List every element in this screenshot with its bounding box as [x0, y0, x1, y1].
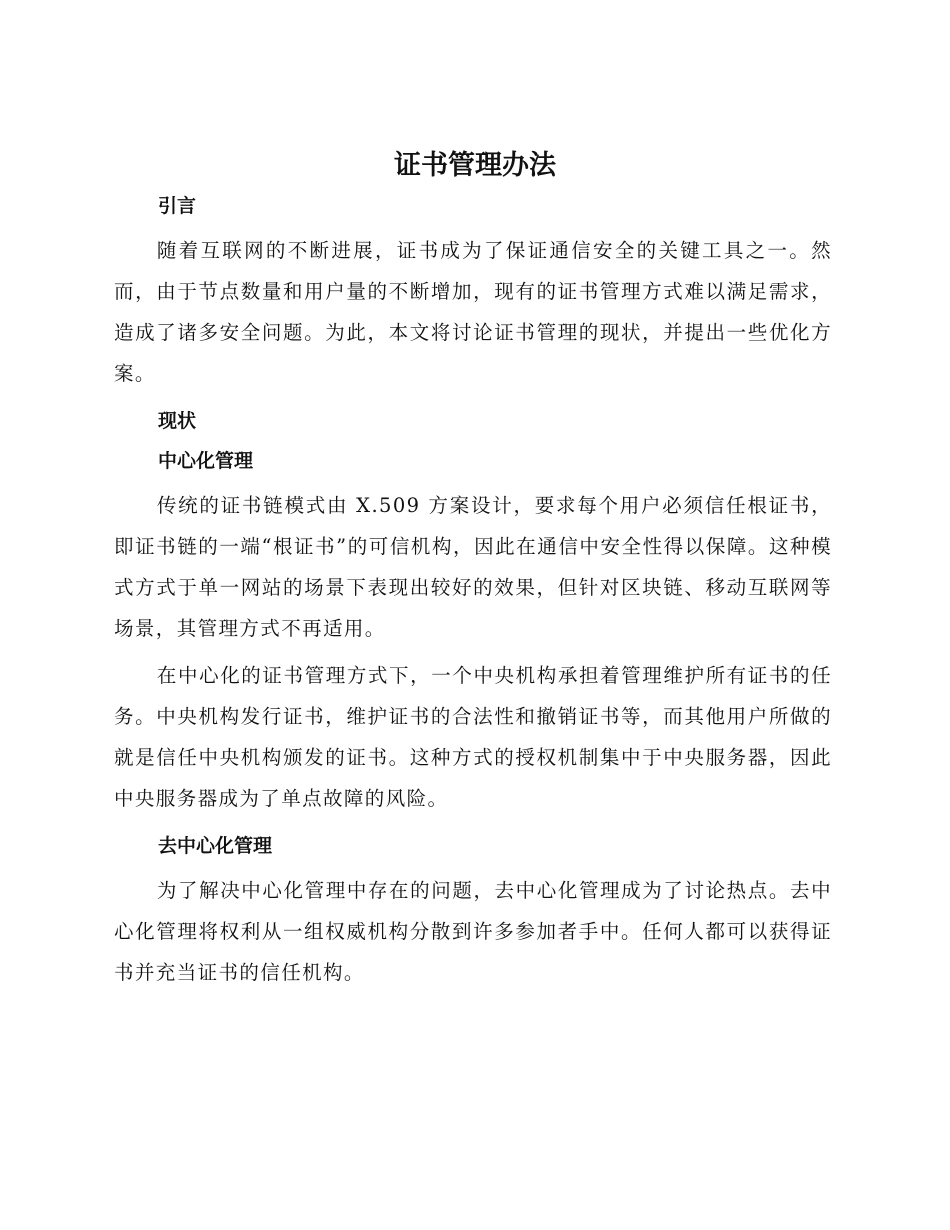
- paragraph-decentral: 为了解决中心化管理中存在的问题，去中心化管理成为了讨论热点。去中心化管理将权利从一组权威机构分散到许多参加者手中。任何人都可以获得证书并充当证书的信任机构。: [114, 879, 832, 984]
- paragraph-central-2: 在中心化的证书管理方式下，一个中央机构承担着管理维护所有证书的任务。中央机构发行证书，维护证书的合法性和撤销证书等，而其他用户所做的就是信任中央机构颁发的证书。这种方式的授权机制集中于中央服务器，因此中央服务器成为了单点故障的风险。: [114, 664, 832, 810]
- document-body: [114, 186, 832, 993]
- paragraph-intro: 随着互联网的不断进展，证书成为了保证通信安全的关键工具之一。然而，由于节点数量和用户量的不断增加，现有的证书管理方式难以满足需求，造成了诸多安全问题。为此，本文将讨论证书管理的现状，并提出一些优化方案。: [114, 239, 832, 385]
- heading-central-management: 中心化管理: [158, 450, 254, 472]
- heading-decentral-management: 去中心化管理: [158, 835, 273, 857]
- document-title: 证书管理办法: [394, 150, 556, 181]
- paragraph-central-1: 传统的证书链模式由 X.509 方案设计，要求每个用户必须信任根证书，即证书链的一端“根证书”的可信机构，因此在通信中安全性得以保障。这种模式方式于单一网站的场景下表现出较好的效果，但针对区块链、移动互联网等场景，其管理方式不再适用。: [114, 494, 832, 640]
- heading-intro: 引言: [158, 195, 197, 217]
- heading-status: 现状: [158, 410, 197, 432]
